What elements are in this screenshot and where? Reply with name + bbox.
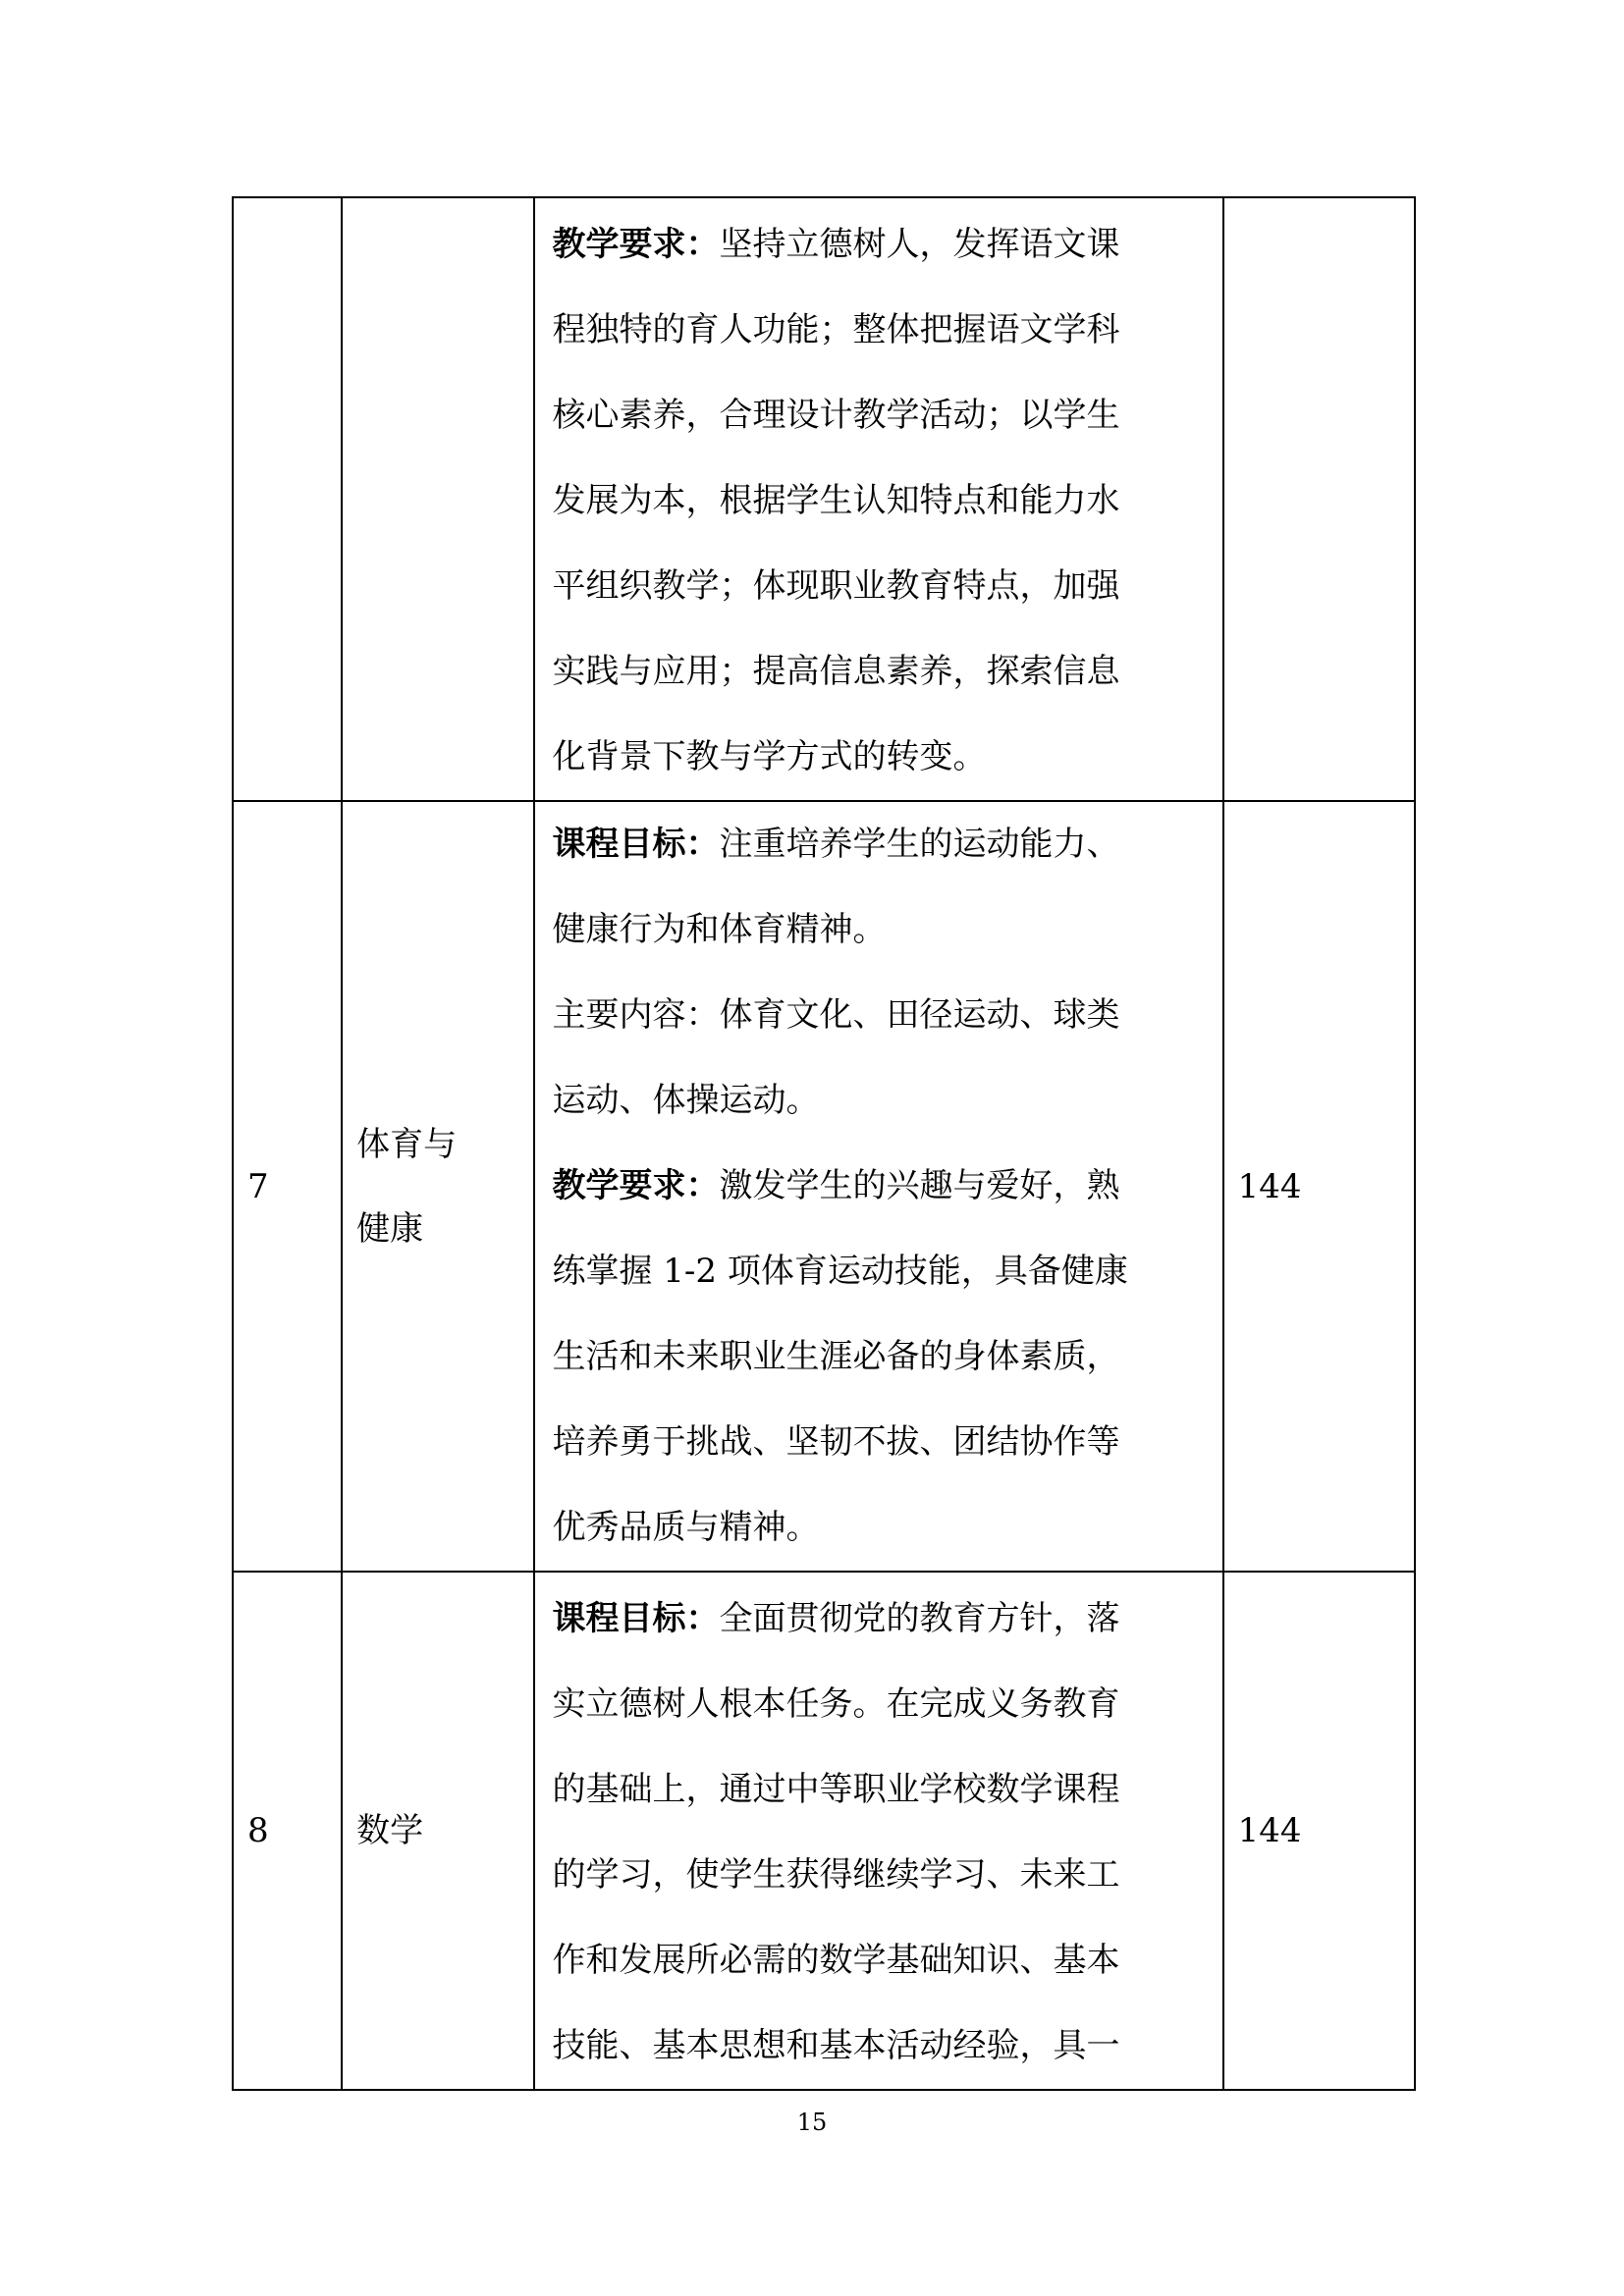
content-label: 教学要求：: [552, 1166, 720, 1205]
course-hours-cell: [1223, 197, 1415, 801]
content-text: 的学习，使学生获得继续学习、未来工: [552, 1855, 1120, 1895]
content-text: 的基础上，通过中等职业学校数学课程: [552, 1770, 1120, 1809]
table-row: [233, 801, 1415, 1572]
content-text: 化背景下教与学方式的转变。: [552, 737, 987, 776]
content-text: 运动、体操运动。: [552, 1081, 820, 1120]
course-hours-cell: 144: [1223, 1572, 1415, 2090]
content-text: 发展为本，根据学生认知特点和能力水: [552, 481, 1120, 520]
content-text: 实践与应用；提高信息素养，探索信息: [552, 652, 1120, 691]
content-line: [552, 1918, 1206, 2003]
content-text: 优秀品质与精神。: [552, 1508, 820, 1547]
content-text: 健康行为和体育精神。: [552, 910, 887, 949]
course-name-line: 体育与: [356, 1124, 458, 1164]
course-content-cell: [534, 1572, 1222, 2090]
course-name-cell: [342, 1572, 534, 2090]
content-line: [552, 887, 1206, 973]
content-text: 激发学生的兴趣与爱好，熟: [719, 1166, 1120, 1205]
content-text: 程独特的育人功能；整体把握语文学科: [552, 310, 1120, 349]
content-text: 实立德树人根本任务。在完成义务教育: [552, 1684, 1120, 1724]
content-text: 练掌握 1-2 项体育运动技能，具备健康: [552, 1252, 1128, 1291]
content-label: 课程目标：: [552, 1599, 720, 1638]
content-line: [552, 458, 1206, 544]
table-row: [233, 1572, 1415, 2090]
content-line: [552, 373, 1206, 458]
course-number-cell: 7: [233, 801, 342, 1572]
content-text: 技能、基本思想和基本活动经验，具一: [552, 2026, 1120, 2065]
content-text: 坚持立德树人，发挥语文课: [719, 225, 1120, 264]
content-line: [552, 1833, 1206, 1918]
content-line: [552, 1144, 1206, 1229]
content-text: 生活和未来职业生涯必备的身体素质，: [552, 1337, 1120, 1376]
course-hours-cell: 144: [1223, 801, 1415, 1572]
course-number-cell: 8: [233, 1572, 342, 2090]
content-text: 作和发展所必需的数学基础知识、基本: [552, 1941, 1120, 1980]
content-text: 主要内容：体育文化、田径运动、球类: [552, 995, 1120, 1035]
course-name-cell: [342, 197, 534, 801]
table-row: [233, 197, 1415, 801]
course-content-cell: [534, 801, 1222, 1572]
content-text: 核心素养，合理设计教学活动；以学生: [552, 396, 1120, 435]
content-text: 注重培养学生的运动能力、: [719, 825, 1120, 864]
content-text: 平组织教学；体现职业教育特点，加强: [552, 566, 1120, 606]
course-name-line: 数学: [356, 1811, 424, 1850]
content-line: [552, 1576, 1206, 1662]
curriculum-table: [232, 196, 1416, 2091]
content-label: 教学要求：: [552, 225, 720, 264]
page-number: 15: [796, 2109, 828, 2136]
course-name-line: 健康: [356, 1208, 424, 1249]
content-line: [552, 629, 1206, 715]
content-line: [552, 1058, 1206, 1144]
content-line: [552, 1662, 1206, 1747]
content-line: [552, 2003, 1206, 2089]
content-text: 培养勇于挑战、坚韧不拔、团结协作等: [552, 1422, 1120, 1462]
content-line: [552, 1485, 1206, 1571]
course-number-cell: [233, 197, 342, 801]
content-label: 课程目标：: [552, 825, 720, 864]
content-line: [552, 1314, 1206, 1400]
content-line: [552, 1229, 1206, 1314]
content-line: [552, 1747, 1206, 1833]
content-line: [552, 288, 1206, 373]
content-line: [552, 802, 1206, 887]
course-content-cell: [534, 197, 1222, 801]
course-name-cell: [342, 801, 534, 1572]
content-line: [552, 202, 1206, 288]
content-text: 全面贯彻党的教育方针，落: [719, 1599, 1120, 1638]
content-line: [552, 973, 1206, 1058]
content-line: [552, 715, 1206, 800]
content-line: [552, 544, 1206, 629]
content-line: [552, 1400, 1206, 1485]
